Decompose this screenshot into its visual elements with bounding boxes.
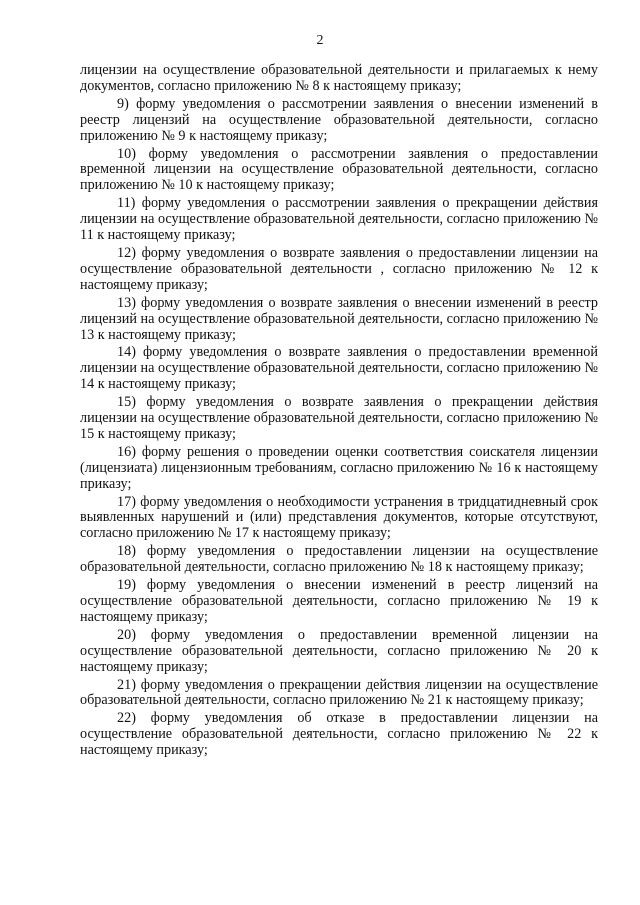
list-item-21: 21) форму уведомления о прекращении действия лицензии на осуществление образовательной деятельности, согласно приложению № 21 к настоящему приказу; [80,676,598,709]
list-item-15: 15) форму уведомления о возврате заявления о прекращении действия лицензии на осуществление образовательной деятельности, согласно приложению № 15 к настоящему приказу; [80,394,598,442]
page-number: 2 [316,33,324,48]
list-item-20: 20) форму уведомления о предоставлении временной лицензии на осуществление образовательной деятельности, согласно приложению № 20 к настоящему приказу; [80,626,598,675]
list-item-12: 12) форму уведомления о возврате заявления о предоставлении лицензии на осуществление образовательной деятельности , согласно приложению № 12 к настоящему приказу; [80,244,598,293]
list-item-11: 11) форму уведомления о рассмотрении заявления о прекращении действия лицензии на осуществление образовательной деятельности, согласно приложению № 11 к настоящему приказу; [80,195,598,244]
list-item-10: 10) форму уведомления о рассмотрении заявления о предоставлении временной лицензии на осуществление образовательной деятельности, согласно приложению № 10 к настоящему приказу; [80,145,598,194]
list-item-9: 9) форму уведомления о рассмотрении заявления о внесении изменений в реестр лицензий на осуществление образовательной деятельности, согласно приложению № 9 к настоящему приказу; [80,95,598,144]
list-item-13: 13) форму уведомления о возврате заявления о внесении изменений в реестр лицензий на осуществление образовательной деятельности, согласно приложению № 13 к настоящему приказу; [80,294,598,343]
list-item-19: 19) форму уведомления о внесении изменений в реестр лицензий на осуществление образовательной деятельности, согласно приложению № 19 к настоящему приказу; [80,577,598,625]
list-item-18: 18) форму уведомления о предоставлении лицензии на осуществление образовательной деятельности, согласно приложению № 18 к настоящему приказу; [80,543,598,576]
list-item-16: 16) форму решения о проведении оценки соответствия соискателя лицензии (лицензиата) лицензионным требованиям, согласно приложению № 16 к настоящему приказу; [80,443,598,492]
paragraph-continuation: лицензии на осуществление образовательной деятельности и прилагаемых к нему документов, согласно приложению № 8 к настоящему приказу; [80,62,598,94]
list-item-17: 17) форму уведомления о необходимости устранения в тридцатидневный срок выявленных нарушений и (или) представления документов, которые отсутствуют, согласно приложению № 17 к настоящему приказу; [80,493,598,542]
document-body [80,63,598,761]
list-item-14: 14) форму уведомления о возврате заявления о предоставлении временной лицензии на осуществление образовательной деятельности, согласно приложению № 14 к настоящему приказу; [80,344,598,393]
list-item-22: 22) форму уведомления об отказе в предоставлении лицензии на осуществление образовательной деятельности, согласно приложению № 22 к настоящему приказу; [80,710,598,759]
